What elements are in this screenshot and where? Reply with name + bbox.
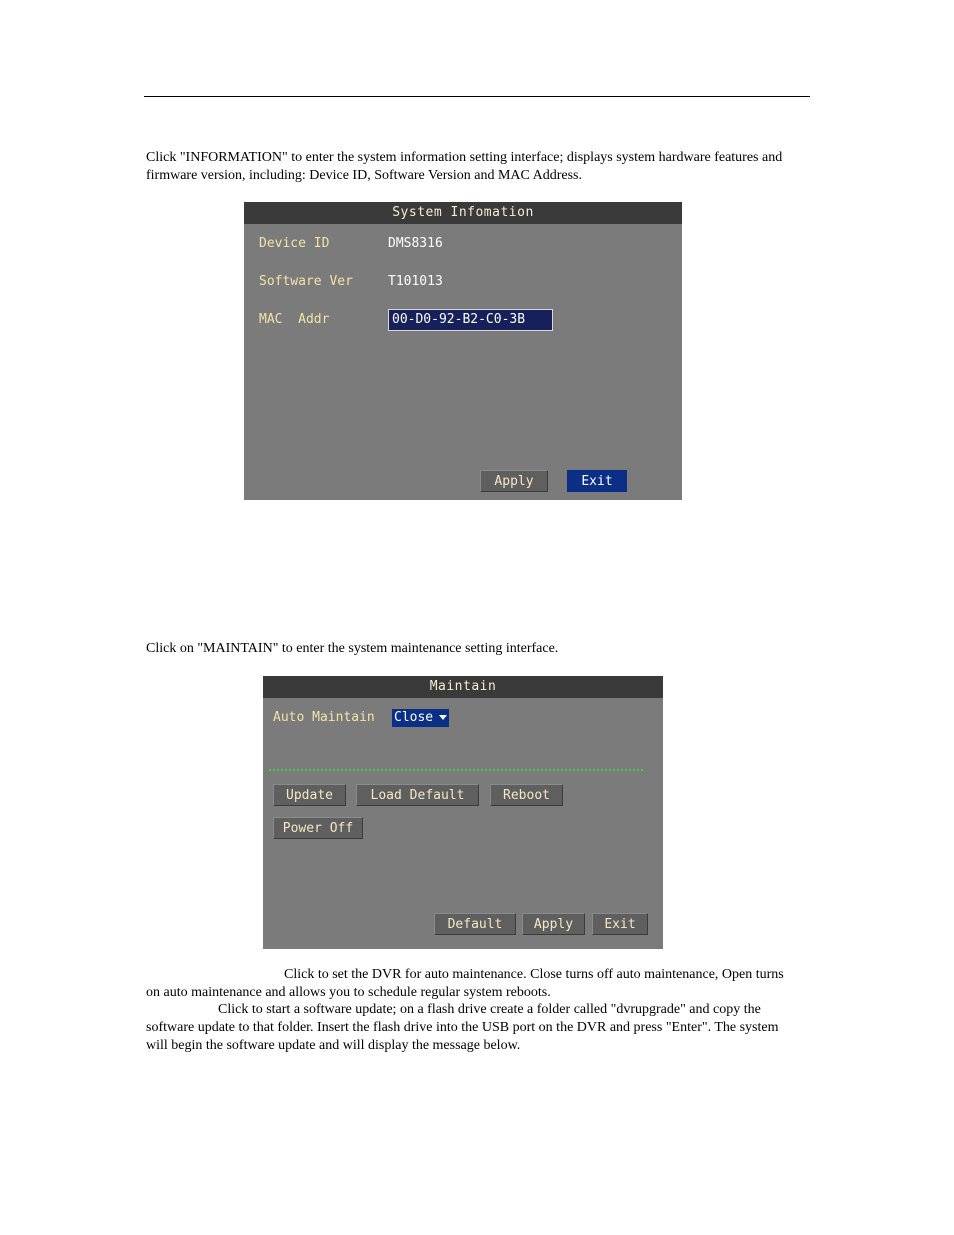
intro-paragraph: Click "INFORMATION" to enter the system information setting interface; displays system hardware features and firmware version, including: Device ID, Software Version and MAC Address. <box>146 150 783 183</box>
reboot-button[interactable]: Reboot <box>490 784 563 806</box>
exit-button[interactable]: Exit <box>592 913 648 935</box>
exit-button[interactable]: Exit <box>567 470 627 492</box>
update-paragraph: Click to start a software update; on a flash drive create a folder called "dvrupgrade" and copy the software update to that folder. Insert the flash drive into the USB port on the DVR and press "Enter". The system will begin the software update and will display the message below. <box>146 1002 779 1053</box>
device-id-value: DMS8316 <box>388 236 443 251</box>
mac-address-label: MAC Addr <box>259 312 330 327</box>
header-rule <box>144 96 810 97</box>
software-version-label: Software Ver <box>259 274 353 289</box>
default-button[interactable]: Default <box>434 913 516 935</box>
auto-maintain-label: Auto Maintain <box>273 710 375 725</box>
dialog-title: Maintain <box>263 676 663 698</box>
maintain-dialog <box>263 676 663 949</box>
auto-maintain-select[interactable] <box>392 709 449 727</box>
power-off-button[interactable]: Power Off <box>273 817 363 839</box>
apply-button[interactable]: Apply <box>480 470 548 492</box>
chevron-down-icon <box>439 715 447 720</box>
dialog-title: System Infomation <box>244 202 682 224</box>
maintain-paragraph: Click on "MAINTAIN" to enter the system maintenance setting interface. <box>146 641 559 656</box>
software-version-value: T101013 <box>388 274 443 289</box>
apply-button[interactable]: Apply <box>522 913 585 935</box>
load-default-button[interactable]: Load Default <box>356 784 479 806</box>
system-information-dialog <box>244 202 682 500</box>
update-button[interactable]: Update <box>273 784 346 806</box>
mac-address-value: 00-D0-92-B2-C0-3B <box>388 309 553 331</box>
device-id-label: Device ID <box>259 236 330 251</box>
auto-maintain-value: Close <box>394 710 434 725</box>
separator <box>269 769 643 771</box>
auto-maintain-paragraph: Click to set the DVR for auto maintenance. Close turns off auto maintenance, Open turns on auto maintenance and allows you to schedule regular system reboots. <box>146 967 784 1000</box>
